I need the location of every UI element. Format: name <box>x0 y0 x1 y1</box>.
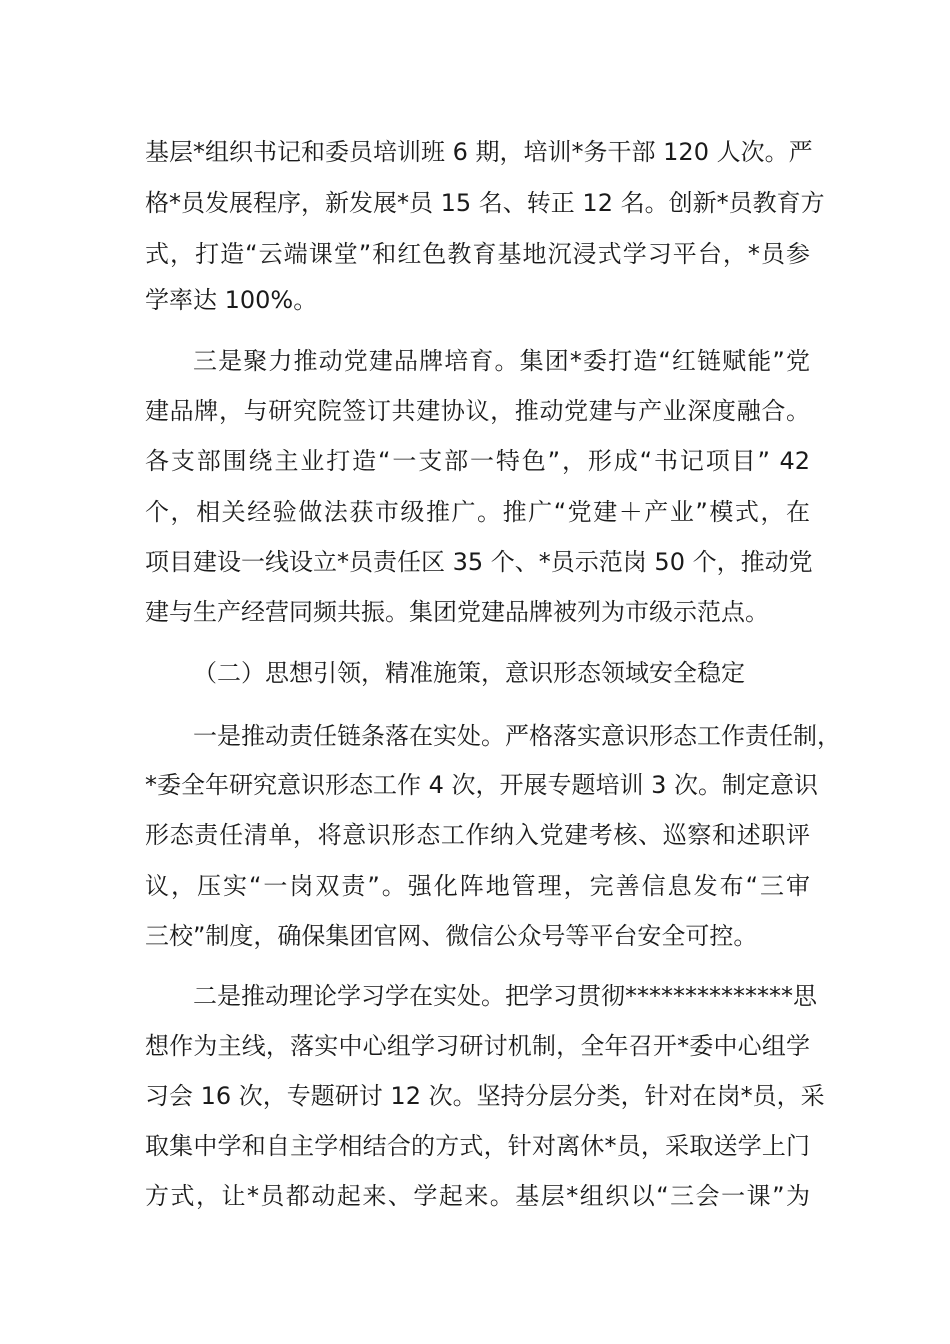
text-line: 个，相关经验做法获市级推广。推广“党建＋产业”模式，在 <box>145 498 810 526</box>
text-line: 形态责任清单，将意识形态工作纳入党建考核、巡察和述职评 <box>145 821 810 849</box>
text-line: 习会 16 次，专题研讨 12 次。坚持分层分类，针对在岗*员，采 <box>145 1082 825 1110</box>
text-line: 建与生产经营同频共振。集团党建品牌被列为市级示范点。 <box>145 598 769 626</box>
text-line: 取集中学和自主学相结合的方式，针对离休*员，采取送学上门 <box>145 1132 810 1160</box>
text-line: *委全年研究意识形态工作 4 次，开展专题培训 3 次。制定意识 <box>145 771 819 799</box>
text-line: 各支部围绕主业打造“一支部一特色”，形成“书记项目” 42 <box>145 447 810 475</box>
text-line: 格*员发展程序，新发展*员 15 名、转正 12 名。创新*员教育方 <box>145 189 825 217</box>
text-line: 议，压实“一岗双责”。强化阵地管理，完善信息发布“三审 <box>145 872 810 900</box>
section-heading: （二）思想引领，精准施策，意识形态领域安全稳定 <box>193 659 745 687</box>
text-line: 项目建设一线设立*员责任区 35 个、*员示范岗 50 个，推动党 <box>145 548 813 576</box>
text-line: 想作为主线，落实中心组学习研讨机制，全年召开*委中心组学 <box>145 1032 810 1060</box>
text-line: 二是推动理论学习学在实处。把学习贯彻**************思 <box>193 982 817 1010</box>
text-line: 三是聚力推动党建品牌培育。集团*委打造“红链赋能”党 <box>193 347 810 375</box>
text-line: 式，打造“云端课堂”和红色教育基地沉浸式学习平台，*员参 <box>145 240 810 268</box>
text-line: 三校”制度，确保集团官网、微信公众号等平台安全可控。 <box>145 922 758 950</box>
text-line: 学率达 100%。 <box>145 286 318 314</box>
text-line: 基层*组织书记和委员培训班 6 期，培训*务干部 120 人次。严 <box>145 138 813 166</box>
text-line: 方式，让*员都动起来、学起来。基层*组织以“三会一课”为 <box>145 1182 810 1210</box>
text-line: 一是推动责任链条落在实处。严格落实意识形态工作责任制， <box>193 722 841 750</box>
text-line: 建品牌，与研究院签订共建协议，推动党建与产业深度融合。 <box>145 397 810 425</box>
